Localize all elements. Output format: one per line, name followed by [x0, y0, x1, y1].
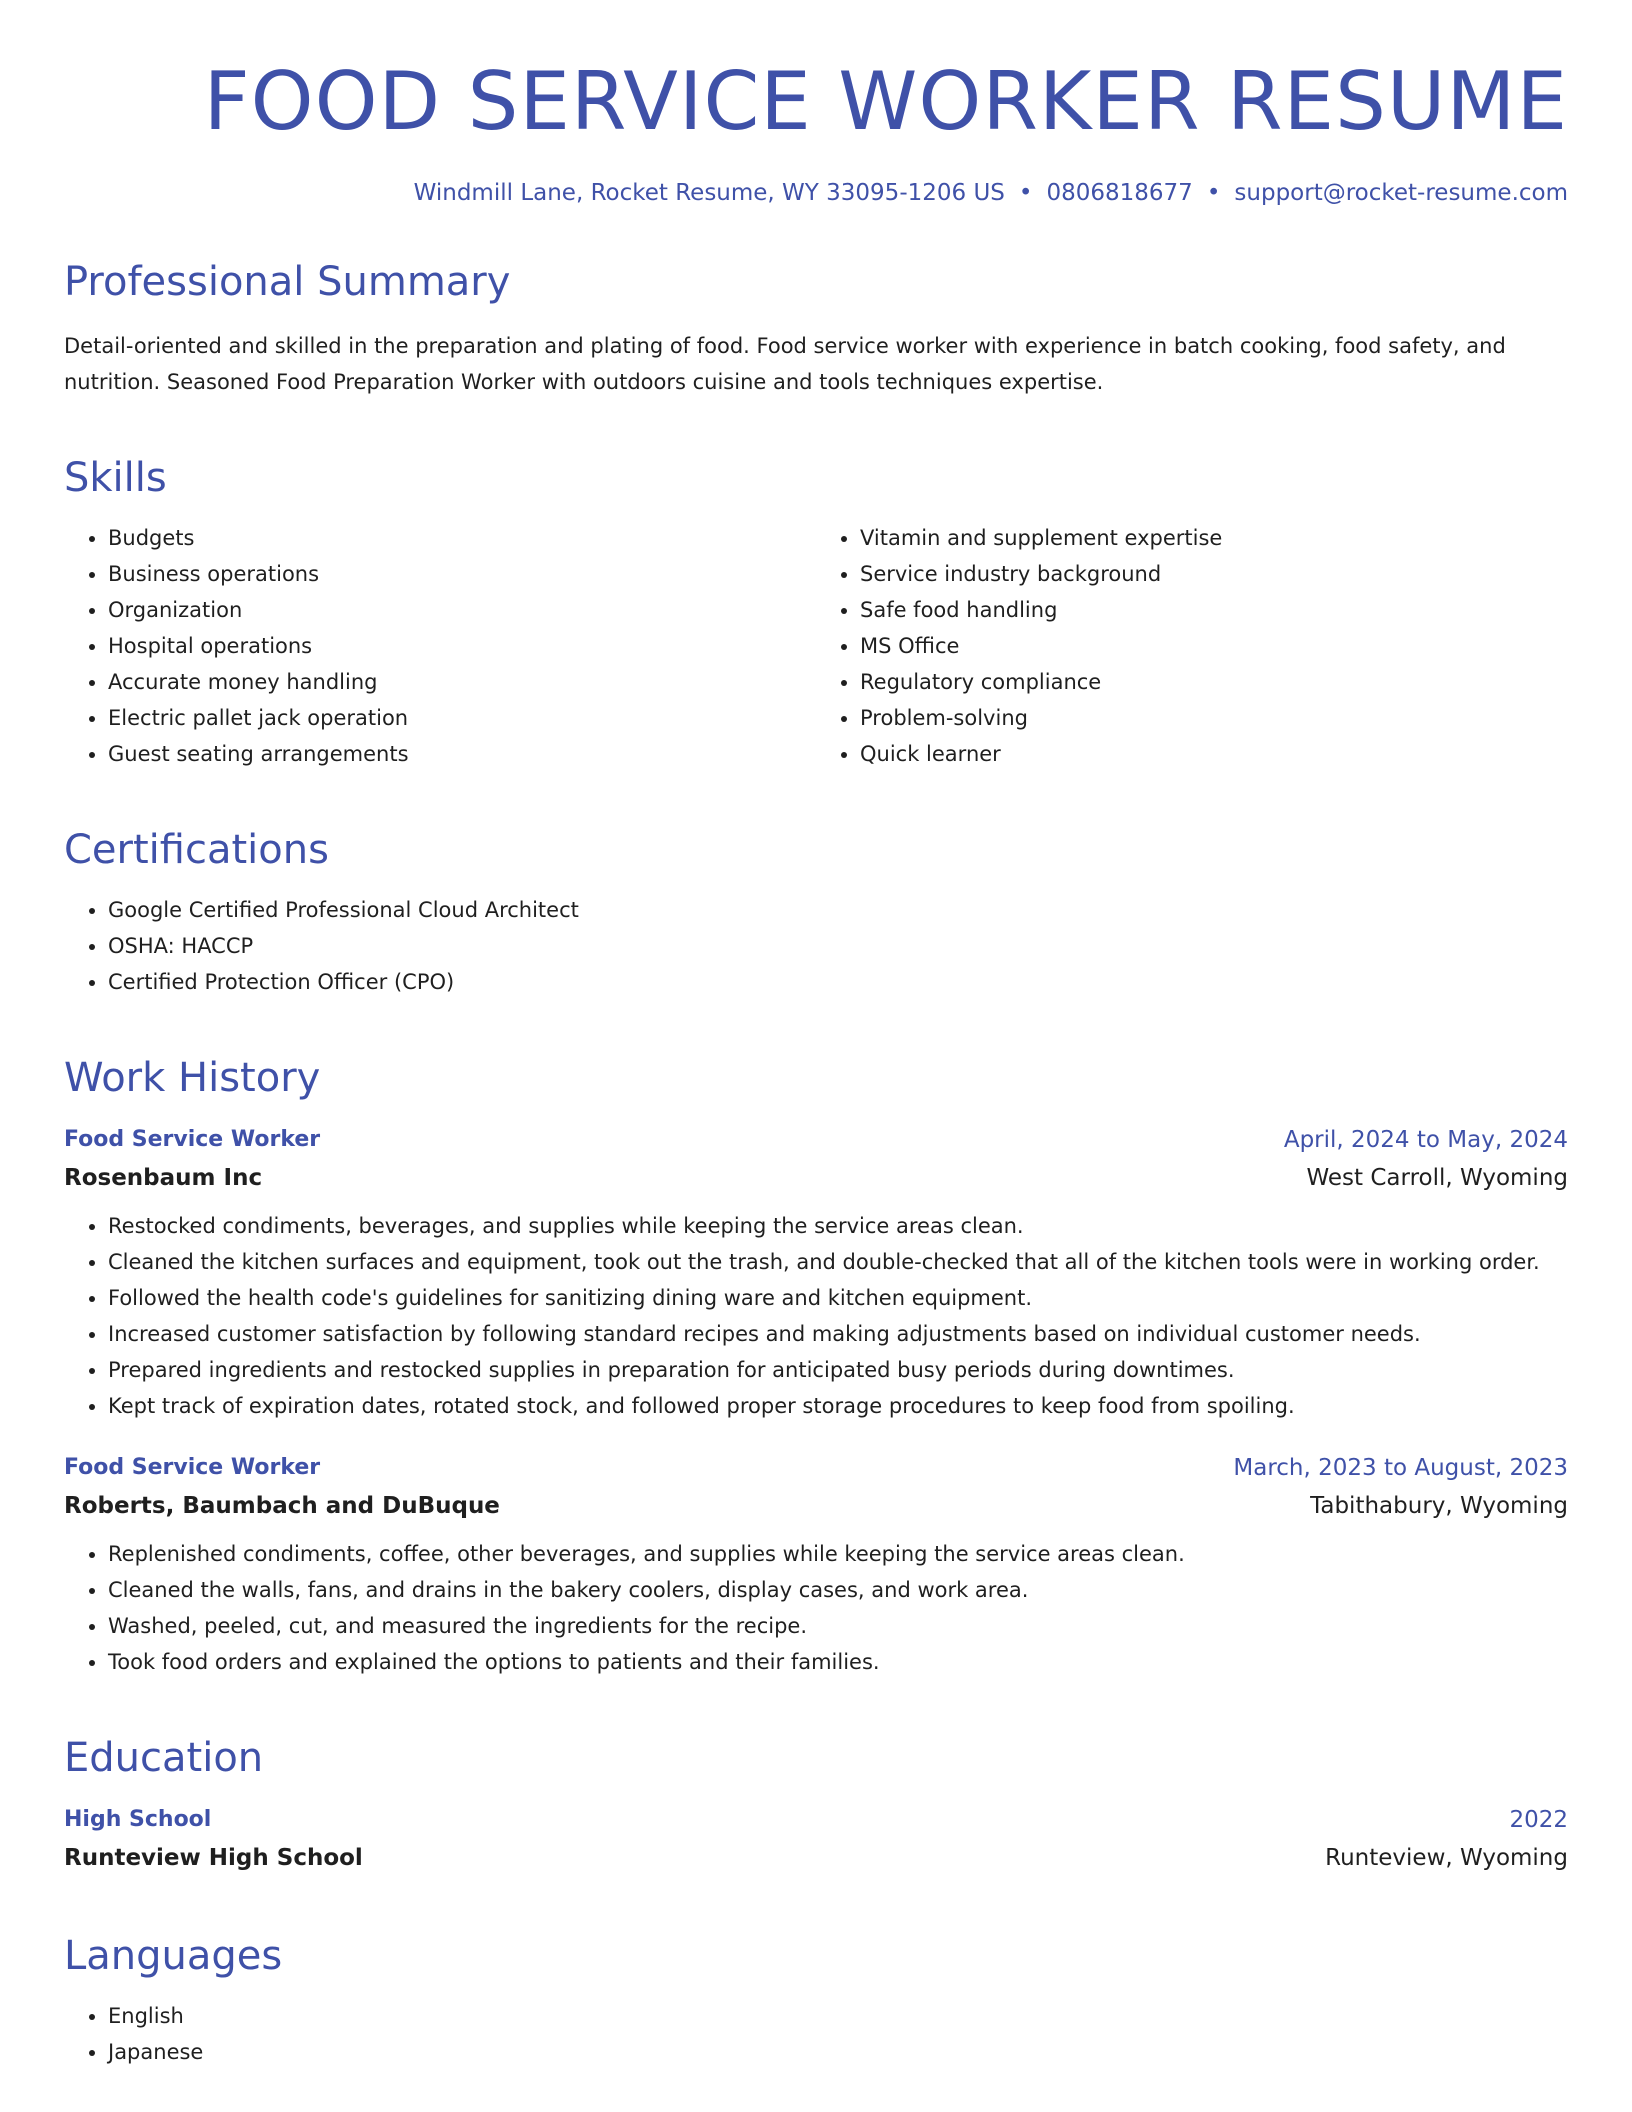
job-bullets [64, 1536, 1568, 1680]
contact-line [64, 178, 1568, 208]
education-location: Runteview, Wyoming [1325, 1845, 1568, 1871]
contact-address: Windmill Lane, Rocket Resume, WY 33095-1206 US [413, 180, 1005, 206]
education-section [64, 1734, 1568, 1878]
job-bullet: • Cleaned the kitchen surfaces and equipment, took out the trash, and double-checked that all of the kitchen tools were in working order. [108, 1244, 1568, 1280]
job-location: West Carroll, Wyoming [1306, 1165, 1568, 1191]
languages-section [64, 1932, 1568, 2070]
job-bullet: • Restocked condiments, beverages, and supplies while keeping the service areas clean. [108, 1208, 1568, 1244]
certification-item: • Google Certified Professional Cloud Architect [108, 892, 1568, 928]
skill-item: • Guest seating arrangements [108, 736, 816, 772]
skill-item: • Budgets [108, 520, 816, 556]
languages-list [64, 1998, 1568, 2070]
resume-title: FOOD SERVICE WORKER RESUME [203, 55, 1568, 148]
job-subheader [64, 1158, 1568, 1198]
job-dates: March, 2023 to August, 2023 [1233, 1455, 1568, 1481]
education-subheader [64, 1838, 1568, 1878]
skill-item: • Problem-solving [860, 700, 1568, 736]
job-bullet: • Kept track of expiration dates, rotated stock, and followed proper storage procedures to keep food from spoiling. [108, 1388, 1568, 1424]
summary-section [64, 258, 1568, 400]
job-entry [64, 1122, 1568, 1424]
summary-heading: Professional Summary [64, 259, 511, 305]
skill-item: • Accurate money handling [108, 664, 816, 700]
certifications-section [64, 826, 1568, 1000]
job-title: Food Service Worker [64, 1127, 321, 1152]
contact-separator: • [1206, 180, 1221, 206]
job-entry [64, 1450, 1568, 1680]
education-degree: High School [64, 1807, 212, 1832]
skill-item: • Safe food handling [860, 592, 1568, 628]
certification-item: • Certified Protection Officer (CPO) [108, 964, 1568, 1000]
skills-columns [64, 520, 1568, 772]
job-bullet: • Washed, peeled, cut, and measured the ingredients for the recipe. [108, 1608, 1568, 1644]
job-bullet: • Prepared ingredients and restocked supplies in preparation for anticipated busy periods during downtimes. [108, 1352, 1568, 1388]
skills-list-left [64, 520, 816, 772]
skill-item: • Business operations [108, 556, 816, 592]
skills-heading: Skills [64, 455, 167, 501]
work-history-heading: Work History [64, 1055, 321, 1101]
job-subheader [64, 1486, 1568, 1526]
language-item: • Japanese [108, 2034, 1568, 2070]
job-company: Roberts, Baumbach and DuBuque [64, 1493, 500, 1519]
certification-item: • OSHA: HACCP [108, 928, 1568, 964]
contact-email[interactable]: support@rocket-resume.com [1234, 180, 1568, 206]
contact-separator: • [1018, 180, 1033, 206]
job-bullet: • Cleaned the walls, fans, and drains in the bakery coolers, display cases, and work area. [108, 1572, 1568, 1608]
education-year: 2022 [1509, 1807, 1568, 1833]
job-company: Rosenbaum Inc [64, 1165, 263, 1191]
skill-item: • Hospital operations [108, 628, 816, 664]
certifications-heading: Certifications [64, 827, 329, 873]
job-header [64, 1450, 1568, 1486]
job-bullet: • Replenished condiments, coffee, other beverages, and supplies while keeping the service areas clean. [108, 1536, 1568, 1572]
skill-item: • Regulatory compliance [860, 664, 1568, 700]
skill-item: • Quick learner [860, 736, 1568, 772]
skill-item: • Organization [108, 592, 816, 628]
skill-item: • MS Office [860, 628, 1568, 664]
skill-item: • Vitamin and supplement expertise [860, 520, 1568, 556]
education-heading: Education [64, 1735, 264, 1781]
skills-section [64, 454, 1568, 772]
summary-text: Detail-oriented and skilled in the preparation and plating of food. Food service worker with experience in batch cooking, food safety, and nutrition. Seasoned Food Preparation Worker with outdoors cuisine and tools techniques expertise. [64, 334, 1506, 394]
job-title: Food Service Worker [64, 1455, 321, 1480]
education-header [64, 1802, 1568, 1838]
job-bullet: • Took food orders and explained the options to patients and their families. [108, 1644, 1568, 1680]
job-dates: April, 2024 to May, 2024 [1283, 1127, 1568, 1153]
skills-list-right [816, 520, 1568, 772]
language-item: • English [108, 1998, 1568, 2034]
job-location: Tabithabury, Wyoming [1310, 1493, 1568, 1519]
education-school: Runteview High School [64, 1845, 363, 1871]
contact-phone: 0806818677 [1046, 180, 1193, 206]
certifications-list [64, 892, 1568, 1000]
skill-item: • Service industry background [860, 556, 1568, 592]
work-history-section [64, 1054, 1568, 1680]
job-bullets [64, 1208, 1568, 1424]
languages-heading: Languages [64, 1933, 283, 1979]
job-bullet: • Increased customer satisfaction by following standard recipes and making adjustments based on individual customer needs. [108, 1316, 1568, 1352]
job-header [64, 1122, 1568, 1158]
job-bullet: • Followed the health code's guidelines for sanitizing dining ware and kitchen equipment. [108, 1280, 1568, 1316]
skill-item: • Electric pallet jack operation [108, 700, 816, 736]
